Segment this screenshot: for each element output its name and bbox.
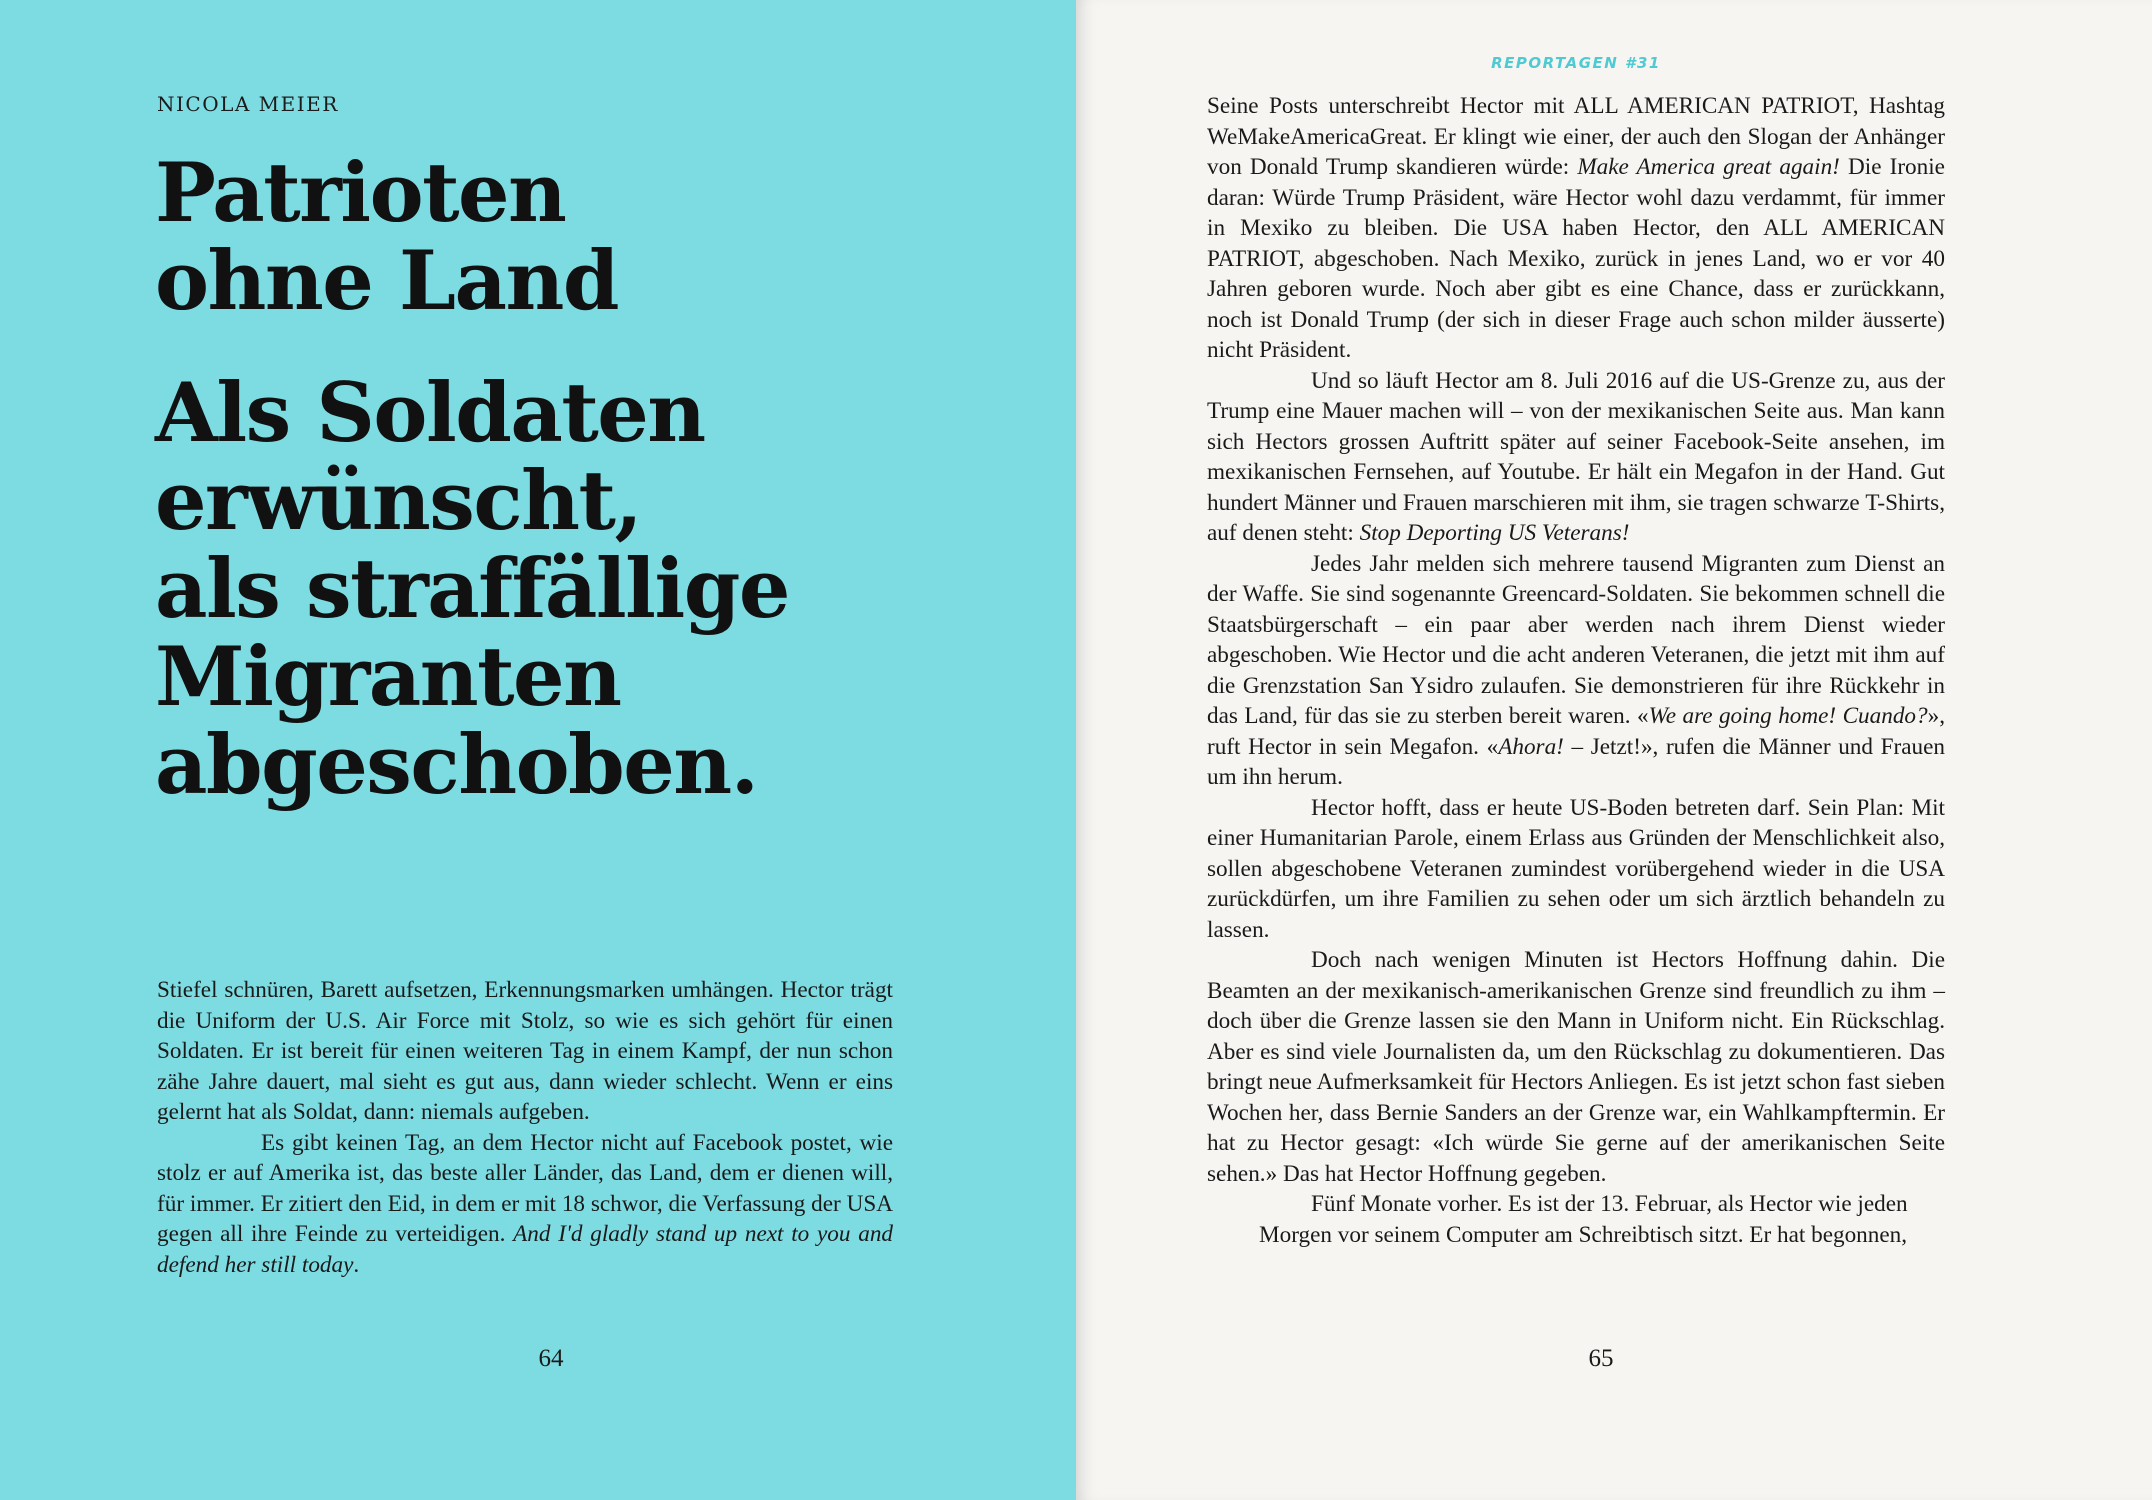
title-line: ohne Land — [155, 234, 619, 329]
body-paragraph: Doch nach wenigen Minuten ist Hectors Hoffnung dahin. Die Beamten an der mexikanisch-amerikanischen Grenze sind freundlich zu ihm – doch über die Grenze lassen sie den Mann in Uniform nicht. Ein Rückschlag. Aber es sind viele Journalisten da, um den Rückschlag zu dokumentieren. Das bringt neue Aufmerksamkeit für Hectors Anliegen. Es ist jetzt schon fast sieben Wochen her, dass Bernie Sanders an der Grenze war, ein Wahlkampftermin. Er hat zu Hector gesagt: «Ich würde Sie gerne auf der amerikanischen Seite sehen.» Das hat Hector Hoffnung gegeben. — [1207, 947, 1945, 1187]
body-paragraph: Stiefel schnüren, Barett aufsetzen, Erkennungsmarken umhängen. Hector trägt die Uniform der U.S. Air Force mit Stolz, so wie es sich gehört für einen Soldaten. Er ist bereit für einen weiteren Tag in einem Kampf, der nun schon zähe Jahre dauert, mal sieht es gut aus, dann wieder schlecht. Wenn er eins gelernt hat als Soldat, dann: niemals aufgeben. — [157, 977, 893, 1125]
paragraph-text: Jedes Jahr melden sich mehrere tausend Migranten zum Dienst an der Waffe. Sie sind sogenannte Greencard-Soldaten. Sie bekommen schnell die Staatsbürgerschaft – ein paar aber werden nach ihrem Dienst wieder abgeschoben. Wie Hector und die acht anderen Veteranen, die jetzt mit ihm auf die Grenzstation San Ysidro zulaufen. Sie demonstrieren für ihre Rückkehr in das Land, für das sie zu sterben bereit waren. « — [1207, 550, 1945, 729]
author-byline: NICOLA MEIER — [157, 92, 339, 116]
left-body-text — [157, 975, 893, 1280]
article-headline — [155, 146, 1035, 813]
page-number-right: 65 — [1588, 1345, 1614, 1372]
paragraph-text: Es gibt keinen Tag, an dem Hector nicht auf Facebook postet, wie stolz er auf Amerika ist, das beste aller Länder, das Land, dem er dienen will, für immer. Er zitiert den Eid, in dem er mit 18 schwor, die Verfassung der USA gegen all ihre Feinde zu verteidigen. — [157, 1129, 893, 1247]
quote-italic: Ahora! — [1498, 733, 1564, 760]
body-paragraph — [1207, 1189, 1997, 1250]
paragraph-text: – Jetzt!», rufen die Männer und Frauen um ihn herum. — [1207, 733, 1945, 790]
shirt-slogan-italic: Stop Deporting US Veterans! — [1359, 520, 1630, 546]
paragraph-end: . — [353, 1251, 360, 1278]
quote-italic: We are going home! Cuando? — [1648, 703, 1928, 729]
body-paragraph — [1207, 366, 1945, 549]
paragraph-line: Fünf Monate vorher. Es ist der 13. Februar, als Hector wie jeden — [1311, 1191, 1908, 1217]
series-label: REPORTAGEN #31 — [1491, 54, 1661, 72]
title-line: Patrioten — [155, 146, 566, 241]
subtitle-line: Migranten — [155, 630, 621, 725]
body-paragraph — [1207, 91, 1945, 366]
headline-spacer — [155, 326, 1035, 370]
body-paragraph — [157, 1128, 893, 1281]
subtitle-line: als straffällige — [155, 542, 789, 637]
page-number-left: 64 — [538, 1345, 564, 1372]
subtitle-line: Als Soldaten — [155, 366, 705, 461]
paragraph-text: Die Ironie daran: Würde Trump Präsident, wäre Hector wohl dazu verdammt, für immer in Mexiko zu bleiben. Die USA haben Hector, den ALL AMERICAN PATRIOT, abgeschoben. Nach Mexiko, zurück in jenes Land, wo er vor 40 Jahren geboren wurde. Noch aber gibt es eine Chance, dass er zurückkann, noch ist Donald Trump (der sich in dieser Frage auch schon milder äusserte) nicht Präsident. — [1207, 154, 1945, 363]
paragraph-text: », ruft Hector in sein Megafon. « — [1207, 703, 1945, 760]
subtitle-line: abgeschoben. — [155, 718, 758, 813]
subtitle-line: erwünscht, — [155, 454, 642, 549]
paragraph-text: Seine Posts unterschreibt Hector mit ALL AMERICAN PATRIOT, Hashtag WeMakeAmericaGreat. Er klingt wie einer, der auch den Slogan der Anhänger von Donald Trump skandieren würde: — [1207, 93, 1945, 180]
paragraph-text: Und so läuft Hector am 8. Juli 2016 auf die US-Grenze zu, aus der Trump eine Mauer machen will – von der mexikanischen Seite aus. Man kann sich Hectors grossen Auftritt später auf seiner Facebook-Seite ansehen, im mexikanischen Fernsehen, auf Youtube. Er hält ein Megafon in der Hand. Gut hundert Männer und Frauen marschieren mit ihm, sie tragen schwarze T-Shirts, auf denen steht: — [1207, 367, 1945, 546]
slogan-italic: Make America great again! — [1577, 154, 1840, 180]
body-paragraph: Hector hofft, dass er heute US-Boden betreten darf. Sein Plan: Mit einer Humanitarian Parole, einem Erlass aus Gründen der Menschlichkeit also, sollen abgeschobene Veteranen zumindest vorübergehend wieder in die USA zurückdürfen, um ihre Familien zu sehen oder um sich ärztlich behandeln zu lassen. — [1207, 794, 1945, 943]
right-body-text — [1207, 91, 1945, 1250]
body-paragraph — [1207, 549, 1945, 793]
paragraph-line: Morgen vor seinem Computer am Schreibtisch sitzt. Er hat begonnen, — [1259, 1221, 1908, 1248]
quote-italic: And I'd gladly stand up next to you and defend her still today — [157, 1221, 894, 1278]
